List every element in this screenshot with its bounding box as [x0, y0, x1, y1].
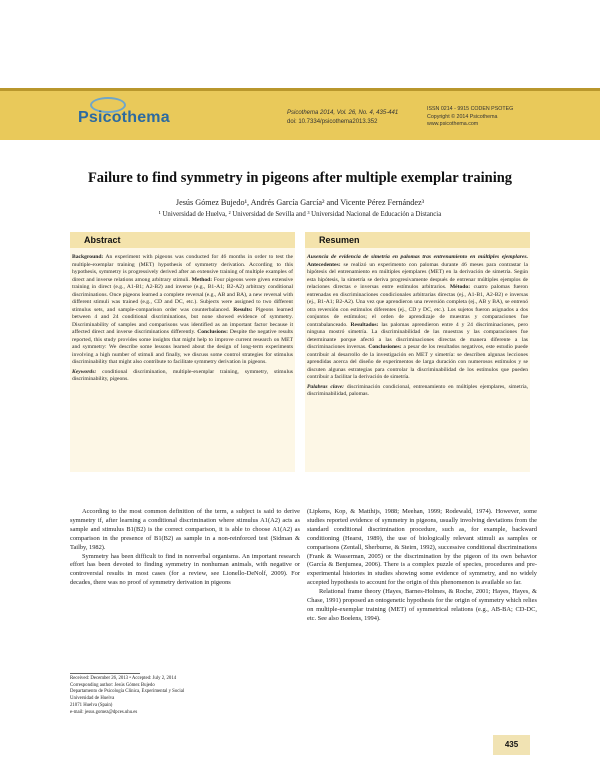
resumen-resultados-label: Resultados:	[350, 321, 379, 328]
keywords-text: conditional discrimination, multiple-exemplar training, symmetry, stimulus discriminability, pigeons.	[72, 368, 293, 382]
abstract-heading: Abstract	[70, 232, 295, 248]
resumen-resultados-text: las palomas aprendieron entre 4 y 24 discriminaciones, pero ninguna mostró simetría. La discriminabilidad de las muestras y las comparaciones fue determinante porque afectó a las discriminaciones directas de manera diferente a las discriminaciones inversas.	[307, 321, 528, 350]
resumen-title: Ausencia de evidencia de simetría en palomas tras entrenamiento en múltiples ejemplares.	[307, 254, 528, 260]
body-paragraph: (Lipkens, Kop, & Matthijs, 1988; Meehan, 1999; Rodewald, 1974). However, some studies reported evidence of symmetry in pigeons, usually involving deviations from the standard conditional discrimination procedure, such as, for example, backward conditioning (Hearst, 1989), the use of biologically relevant stimuli as samples or comparisons (Zentall, Sherburne, & Steirn, 1992), successive conditional discriminations (Frank & Wasserman, 2005) or the discrimination by the pigeon of its own behavior (García & Benjumea, 2006). There is a complex puzzle of species, procedures and pre-experimental histories in studies showing some evidence of symmetry, and no widely accepted hypothesis to account for the origin of this phenomenon is available so far.	[307, 508, 537, 587]
body-paragraph: According to the most common definition of the term, a subject is said to derive symmetry if, after learning a conditional discrimination where stimulus A1(A2) acts as sample and stimulus B1(B2) is the correct comparison, it is able to choose A1(A2) as comparison in the presence of B1(B2) as sample in a non-reinforced test (Sidman & Tailby, 1982).	[70, 508, 300, 551]
email-line[interactable]: e-mail: jesus.gomez@dpces.uhu.es	[70, 709, 138, 715]
body-column-left	[70, 508, 300, 588]
page-number: 435	[493, 735, 530, 755]
resumen-conclusiones-label: Conclusiones:	[368, 344, 402, 350]
journal-volume-line: Psicothema 2014, Vol. 26, No. 4, 435-441	[287, 110, 399, 116]
address-line: 21071 Huelva (Spain)	[70, 702, 113, 708]
doi-line[interactable]: doi: 10.7334/psicothema2013.352	[287, 119, 378, 125]
keywords	[72, 369, 293, 384]
abstract-method-label: Method:	[191, 276, 213, 283]
body-paragraph: Relational frame theory (Hayes, Barnes-Holmes, & Roche, 2001; Hayes, Hayes, & Chase, 1991) proposed an ontogenetic hypothesis for the origin of symmetry which relies on multiple-exemplar training (MET) of symmetrical relations (e.g., AB-BA; CD-DC, etc. See also Boelens, 1994).	[307, 588, 537, 622]
abstract-results-label: Results:	[233, 306, 253, 313]
abstract-background-label: Background:	[72, 254, 104, 260]
university-line: Universidad de Huelva	[70, 696, 115, 702]
abstract-text	[72, 254, 293, 384]
department-line: Departamento de Psicología Clínica, Experimental y Social	[70, 689, 185, 695]
resumen-metodo-label: Método:	[449, 284, 471, 290]
journal-issn-block	[427, 106, 513, 129]
author-list: Jesús Gómez Bujedo¹, Andrés García García² and Vicente Pérez Fernández³	[175, 198, 425, 207]
correspondence-footnote	[70, 676, 300, 716]
issn-line: ISSN 0214 - 9915 CODEN PSOTEG	[427, 106, 514, 112]
resumen-metodo-text: cuatro palomas fueron entrenadas en discriminaciones condicionales arbitrarias directas (ej., A1-B1, A2-B2) e inversas (ej., B1-A1; B2-A2). Una vez que aprendieron una reversión completa (ej., AB y BA), se entrenó otra reversión con estímulos diferentes (ej., CD y DC, etc.). Los sujetos fueron asignados a dos conjuntos de estímulos; el orden de aprendizaje de muestras y comparaciones fue contrabalanceado.	[307, 284, 528, 328]
body-column-right	[307, 508, 537, 624]
journal-logo	[70, 97, 190, 133]
abstract-conclusions-text: Despite the negative results reported, this study provides some insights that might help to improve current research on MET and symmetry: We describe some lessons learned about the design of long-term experiments involving a high number of stimuli and finally, we discuss some control strategies for stimulus discriminability that might also contribute to facilitate symmetry derivation in pigeons.	[72, 329, 293, 365]
resumen-text	[307, 254, 528, 399]
abstract-conclusions-label: Conclusions:	[197, 329, 228, 335]
resumen-antecedentes-label: Antecedentes:	[307, 261, 341, 268]
copyright-line: Copyright © 2014 Psicothema	[427, 113, 498, 120]
received-line: Received: December 26, 2013 • Accepted: July 2, 2014	[70, 676, 177, 681]
palabras-text: discriminación condicional, entrenamiento en múltiples ejemplares, simetría, discriminabilidad, palomas.	[307, 383, 528, 397]
body-paragraph: Symmetry has been difficult to find in nonverbal organisms. An important research effort has been devoted to finding symmetry in nonhuman animals, with negative or controversial results in most cases (for a review, see Lionello-DeNolf, 2009). For decades, there was no proof of symmetry derivation in pigeons	[70, 552, 300, 587]
abstract-results-text: Pigeons learned between 4 and 24 conditional discriminations, but none showed evidence of symmetry. Discriminability of samples and comparisons was identified as an important factor because it affected direct and inverse discriminations differently.	[72, 306, 293, 335]
resumen-antecedentes-text: se realizó un experimento con palomas durante 46 meses para contrastar la hipótesis del entrenamiento en múltiples ejemplares (MET) en la derivación de simetría. Según esta hipótesis, la simetría se deriva progresivamente después de entrenar múltiples ejemplos de relaciones directas e inversas entre estímulos arbitrarios.	[307, 261, 528, 290]
resumen-conclusiones-text: a pesar de los resultados negativos, este estudio puede contribuir al desarrollo de la investigación en MET y simetría: se describen algunas lecciones aprendidas acerca del diseño de experimentos de larga duración con numerosos estímulos y se discuten algunas estrategias para controlar la discriminabilidad de los estímulos que pueden contribuir a facilitar la derivación de simetría.	[307, 344, 528, 380]
abstract-background-text: An experiment with pigeons was conducted for 46 months in order to test the multiple-exemplar training (MET) hypothesis of symmetry derivation. According to this hypothesis, symmetry is progressively derived after an extensive training of multiple examples of direct and inverse relations among arbitrary stimuli.	[72, 254, 293, 283]
affiliations: ¹ Universidad de Huelva, ² Universidad de Sevilla and ³ Universidad Nacional de Educación a Distancia	[158, 211, 442, 218]
keywords-label: Keywords:	[72, 368, 97, 375]
paper-title: Failure to find symmetry in pigeons after multiple exemplar training	[87, 170, 513, 186]
website-link[interactable]: www.psicothema.com	[427, 121, 479, 127]
abstract-method-text: Four pigeons were given extensive training in direct (e.g., A1-B1; A2-B2) and inverse (e.g., B1-A1; B2-A2) arbitrary conditional discriminations. Once pigeons learned a complete reversal (e.g., AB and BA), a new reversal with different stimuli was trained (e.g., CD and DC, etc.). Subjects were assigned to two different stimulus sets, and sample-comparison order was counterbalanced.	[72, 276, 293, 313]
corresponding-author-line: Corresponding author: Jesús Gómez Bujedo	[70, 682, 155, 688]
resumen-heading: Resumen	[305, 232, 530, 248]
palabras-label: Palabras clave:	[307, 383, 345, 390]
logo-text: Psicothema	[78, 109, 170, 126]
palabras-clave	[307, 384, 528, 399]
footnote-divider	[70, 673, 140, 674]
journal-citation	[287, 109, 398, 127]
